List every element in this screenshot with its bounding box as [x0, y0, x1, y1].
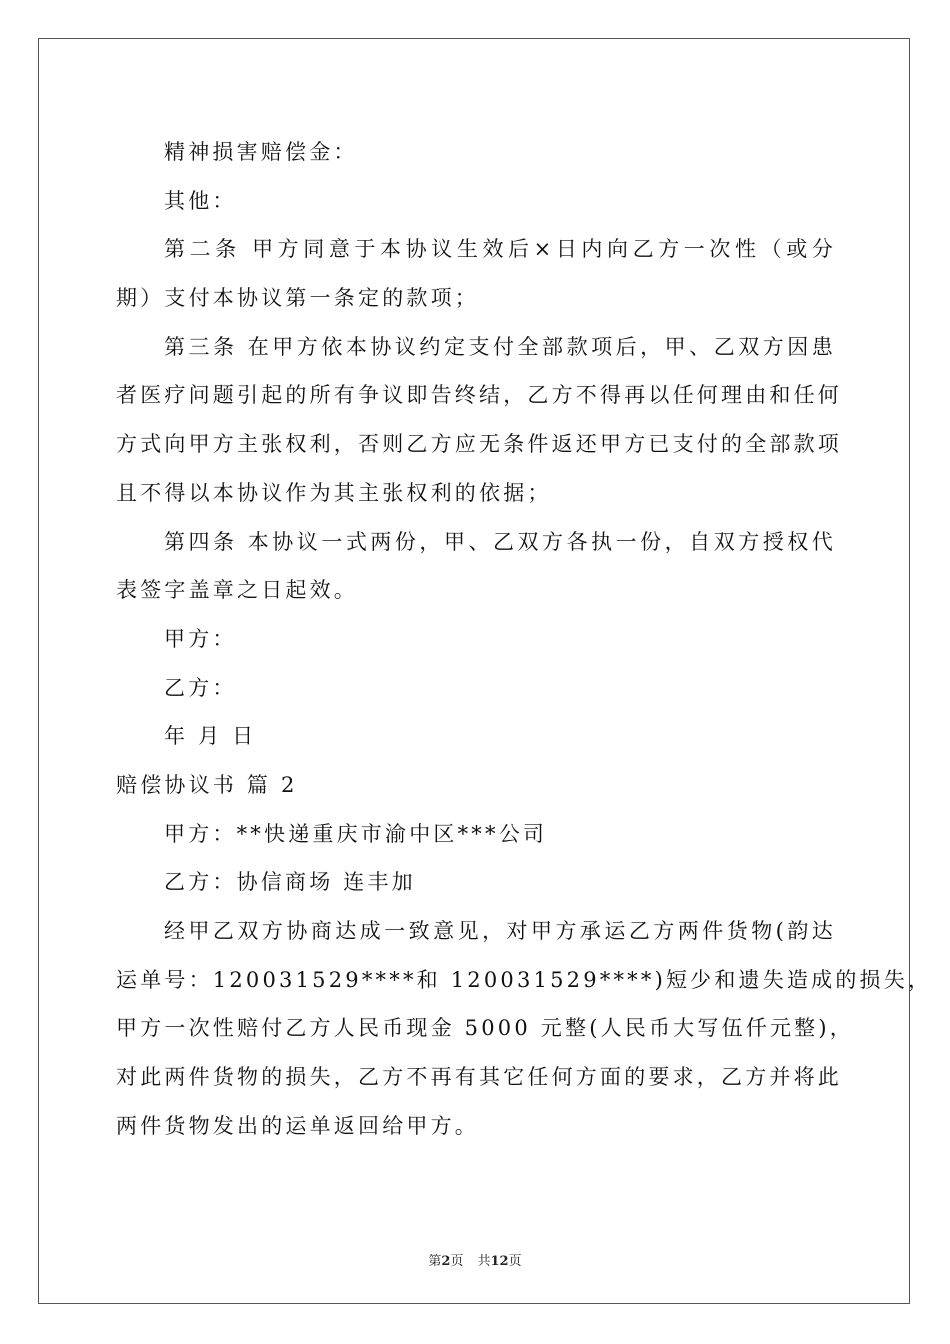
paragraph-line: 期）支付本协议第一条定的款项； [116, 286, 479, 311]
current-page-number: 2 [441, 1254, 451, 1269]
paragraph-line: 对此两件货物的损失，乙方不再有其它任何方面的要求，乙方并将此 [116, 1065, 842, 1090]
party-a-line: 甲方：**快递重庆市渝中区***公司 [164, 821, 548, 846]
party-b-label: 乙方： [164, 675, 237, 700]
paragraph-line: 经甲乙双方协商达成一致意见，对甲方承运乙方两件货物(韵达 [164, 919, 836, 943]
paragraph-line: 且不得以本协议作为其主张权利的依据； [116, 480, 552, 505]
page-footer [0, 1250, 950, 1269]
page-suffix: 页 [450, 1254, 464, 1269]
total-page-number: 12 [490, 1254, 509, 1269]
paragraph-line: 第三条 在甲方依本协议约定支付全部款项后，甲、乙双方因患 [164, 334, 836, 359]
paragraph-line: 其他： [164, 188, 237, 213]
document-body [116, 128, 933, 1150]
date-line: 年 月 日 [164, 724, 257, 749]
paragraph-line: 第四条 本协议一式两份，甲、乙双方各执一份，自双方授权代 [164, 529, 836, 554]
paragraph-line: 甲方一次性赔付乙方人民币现金 5000 元整(人民币大写伍仟元整)， [116, 1016, 854, 1041]
paragraph-line: 方式向甲方主张权利，否则乙方应无条件返还甲方已支付的全部款项 [116, 432, 842, 457]
section-heading: 赔偿协议书 篇 2 [116, 772, 298, 797]
paragraph-line: 精神损害赔偿金： [164, 140, 358, 164]
party-b-line: 乙方：协信商场 连丰加 [164, 870, 416, 895]
total-prefix: 共 [477, 1254, 491, 1269]
paragraph-line: 运单号：120031529****和 120031529****)短少和遗失造成的损失， [116, 967, 933, 992]
paragraph-line: 第二条 甲方同意于本协议生效后×日内向乙方一次性（或分 [164, 237, 836, 262]
page-prefix: 第 [428, 1254, 442, 1269]
total-suffix: 页 [508, 1254, 522, 1269]
paragraph-line: 表签字盖章之日起效。 [116, 578, 358, 603]
paragraph-line: 者医疗问题引起的所有争议即告终结，乙方不得再以任何理由和任何 [116, 383, 842, 408]
party-a-label: 甲方： [164, 626, 237, 651]
paragraph-line: 两件货物发出的运单返回给甲方。 [116, 1113, 479, 1138]
